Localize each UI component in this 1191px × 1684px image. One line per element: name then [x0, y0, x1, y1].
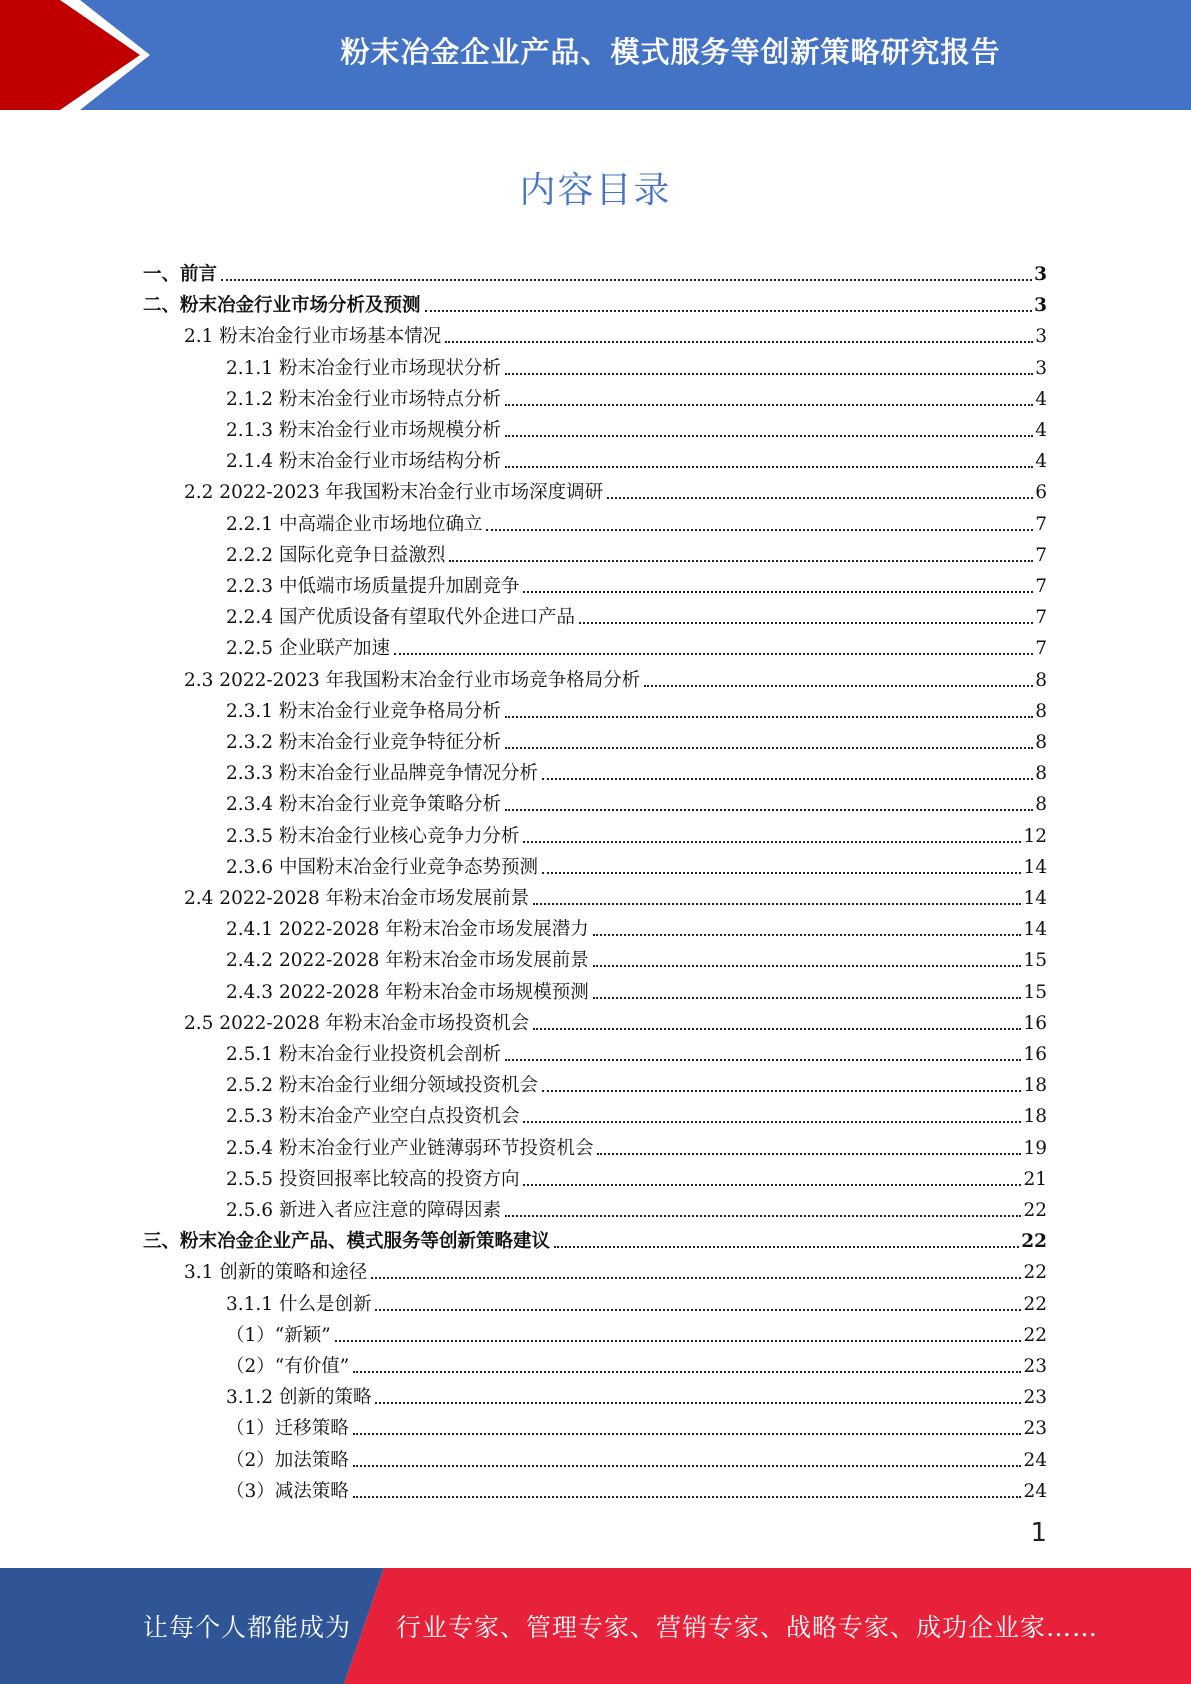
toc-entry-page: 7 [1035, 544, 1047, 566]
toc-entry-title: 2.2 2022-2023 年我国粉末冶金行业市场深度调研 [184, 482, 604, 504]
toc-dot-leader [533, 903, 1021, 905]
toc-entry-title: 3.1 创新的策略和途径 [184, 1262, 368, 1284]
toc-entry-title: 2.4 2022-2028 年粉末冶金市场发展前景 [184, 888, 530, 909]
toc-dot-leader [542, 872, 1021, 874]
toc-dot-leader [542, 778, 1033, 780]
toc-entry-title: 2.5 2022-2028 年粉末冶金市场投资机会 [184, 1012, 530, 1034]
toc-dot-leader [579, 622, 1033, 624]
toc-entry-title: 2.1.2 粉末冶金行业市场特点分析 [226, 388, 501, 410]
toc-entry-page: 3 [1035, 357, 1047, 379]
toc-entry[interactable] [226, 350, 1047, 381]
toc-entry-page: 24 [1023, 1480, 1047, 1502]
toc-entry-page: 16 [1023, 1044, 1047, 1065]
toc-dot-leader [593, 934, 1022, 936]
toc-entry[interactable] [226, 1379, 1047, 1410]
toc-entry[interactable] [226, 506, 1047, 537]
toc-entry[interactable] [226, 1348, 1047, 1379]
toc-entry[interactable] [143, 1223, 1047, 1254]
toc-dot-leader [353, 1433, 1022, 1435]
toc-entry[interactable] [184, 1254, 1047, 1285]
toc-entry[interactable] [226, 1067, 1047, 1098]
toc-entry[interactable] [226, 1130, 1047, 1161]
toc-dot-leader [523, 841, 1021, 843]
toc-entry[interactable] [226, 974, 1047, 1005]
toc-entry[interactable] [184, 880, 1047, 911]
toc-entry[interactable] [226, 786, 1047, 817]
toc-entry-page: 15 [1023, 950, 1047, 972]
toc-entry-title: 2.4.3 2022-2028 年粉末冶金市场规模预测 [226, 981, 589, 1003]
toc-dot-leader [335, 1340, 1022, 1342]
toc-entry[interactable] [226, 630, 1047, 661]
toc-entry[interactable] [226, 1192, 1047, 1223]
toc-dot-leader [554, 1246, 1019, 1248]
header-arrow-graphic [0, 0, 160, 110]
page-number: 1 [1030, 1518, 1047, 1548]
toc-entry-page: 22 [1023, 1324, 1047, 1346]
toc-dot-leader [533, 1028, 1021, 1030]
toc-entry-title: 2.2.2 国际化竞争日益激烈 [226, 544, 446, 566]
toc-entry[interactable] [226, 911, 1047, 942]
toc-dot-leader [505, 716, 1033, 718]
toc-heading: 内容目录 [519, 170, 672, 211]
toc-dot-leader [505, 747, 1033, 749]
footer-slogan-left: 让每个人都能成为 [143, 1613, 352, 1642]
toc-dot-leader [523, 591, 1033, 593]
toc-dot-leader [371, 1277, 1021, 1279]
toc-entry[interactable] [184, 474, 1047, 505]
toc-entry-title: 2.2.1 中高端企业市场地位确立 [226, 513, 483, 535]
toc-entry-page: 8 [1035, 700, 1047, 722]
toc-dot-leader [353, 1496, 1022, 1498]
toc-entry-page: 4 [1035, 451, 1047, 473]
toc-entry-page: 14 [1023, 888, 1047, 909]
header-band [0, 0, 1191, 110]
toc-dot-leader [542, 1090, 1021, 1092]
footer-band [0, 1568, 1191, 1684]
toc-entry-page: 21 [1023, 1168, 1047, 1190]
toc-dot-leader [593, 965, 1022, 967]
toc-entry-page: 23 [1023, 1418, 1047, 1440]
toc-entry[interactable] [226, 755, 1047, 786]
toc-entry-page: 18 [1023, 1075, 1047, 1097]
toc-entry-title: 2.1.4 粉末冶金行业市场结构分析 [226, 451, 501, 473]
toc-dot-leader [394, 653, 1033, 655]
toc-entry-title: 2.3.1 粉末冶金行业竞争格局分析 [226, 700, 501, 722]
toc-entry-page: 8 [1035, 794, 1047, 816]
toc-entry[interactable] [226, 693, 1047, 724]
toc-entry[interactable] [226, 1098, 1047, 1129]
toc-entry-title: （1）迁移策略 [226, 1418, 349, 1440]
toc-entry-page: 7 [1035, 607, 1047, 629]
toc-entry-title: 2.5.3 粉末冶金产业空白点投资机会 [226, 1106, 520, 1128]
toc-entry-page: 4 [1035, 388, 1047, 410]
toc-dot-leader [644, 685, 1033, 687]
toc-entry-title: 2.2.5 企业联产加速 [226, 638, 390, 660]
toc-entry[interactable] [226, 1286, 1047, 1317]
toc-entry-title: 2.3.2 粉末冶金行业竞争特征分析 [226, 732, 501, 753]
toc-entry[interactable] [226, 1161, 1047, 1192]
toc-dot-leader [486, 529, 1033, 531]
toc-entry[interactable] [226, 443, 1047, 474]
toc-dot-leader [353, 1465, 1022, 1467]
toc-entry[interactable] [226, 942, 1047, 973]
toc-entry[interactable] [226, 1410, 1047, 1441]
toc-entry-title: 2.1.1 粉末冶金行业市场现状分析 [226, 357, 501, 379]
toc-entry[interactable] [184, 1005, 1047, 1036]
toc-entry-page: 22 [1023, 1293, 1047, 1315]
toc-dot-leader [505, 809, 1033, 811]
toc-entry-title: 2.5.1 粉末冶金行业投资机会剖析 [226, 1044, 501, 1065]
report-title: 粉末冶金企业产品、模式服务等创新策略研究报告 [340, 34, 1001, 69]
toc-entry-page: 3 [1034, 264, 1047, 285]
toc-entry-page: 15 [1023, 981, 1047, 1003]
toc-entry-title: 2.5.5 投资回报率比较高的投资方向 [226, 1168, 520, 1190]
toc-entry-page: 7 [1035, 638, 1047, 660]
toc-entry-page: 4 [1035, 420, 1047, 441]
toc-entry-page: 24 [1023, 1449, 1047, 1471]
toc-entry-page: 22 [1023, 1262, 1047, 1284]
toc-entry[interactable] [226, 818, 1047, 849]
toc-entry-title: 2.3.5 粉末冶金行业核心竞争力分析 [226, 825, 520, 847]
toc-entry[interactable] [226, 1442, 1047, 1473]
toc-entry-title: 2.4.2 2022-2028 年粉末冶金市场发展前景 [226, 950, 589, 972]
toc-entry-page: 7 [1035, 576, 1047, 597]
toc-entry-page: 3 [1035, 326, 1047, 348]
toc-entry[interactable] [143, 287, 1047, 318]
toc-entry[interactable] [226, 537, 1047, 568]
toc-entry[interactable] [143, 256, 1047, 287]
toc-dot-leader [505, 373, 1033, 375]
toc-entry-title: 3.1.2 创新的策略 [226, 1387, 372, 1409]
toc-entry-title: 2.5.4 粉末冶金行业产业链薄弱环节投资机会 [226, 1137, 594, 1159]
toc-dot-leader [505, 1215, 1021, 1217]
toc-entry-title: 二、粉末冶金行业市场分析及预测 [143, 295, 421, 317]
toc-entry-title: 2.3.4 粉末冶金行业竞争策略分析 [226, 794, 501, 816]
toc-entry[interactable] [226, 568, 1047, 599]
toc-entry-title: 三、粉末冶金企业产品、模式服务等创新策略建议 [143, 1231, 551, 1253]
toc-entry-title: （3）减法策略 [226, 1480, 349, 1502]
toc-entry-page: 7 [1035, 513, 1047, 535]
toc-entry[interactable] [226, 724, 1047, 755]
toc-dot-leader [221, 279, 1032, 281]
toc-entry-title: 2.3 2022-2023 年我国粉末冶金行业市场竞争格局分析 [184, 669, 641, 691]
toc-entry[interactable] [184, 318, 1047, 349]
toc-entry-title: 2.3.3 粉末冶金行业品牌竞争情况分析 [226, 763, 538, 785]
toc-dot-leader [593, 997, 1022, 999]
toc-entry-page: 8 [1035, 669, 1047, 691]
toc-entry-title: 2.1.3 粉末冶金行业市场规模分析 [226, 420, 501, 441]
toc-entry[interactable] [226, 1317, 1047, 1348]
toc-entry-title: 2.2.3 中低端市场质量提升加剧竞争 [226, 576, 520, 597]
toc-entry-page: 12 [1023, 825, 1047, 847]
toc-entry-page: 19 [1023, 1137, 1047, 1159]
toc-entry-page: 14 [1023, 856, 1047, 878]
toc-entry-title: 3.1.1 什么是创新 [226, 1293, 372, 1315]
toc-entry[interactable] [226, 1473, 1047, 1504]
toc-entry-title: 2.2.4 国产优质设备有望取代外企进口产品 [226, 607, 575, 629]
toc-entry-title: （2）加法策略 [226, 1449, 349, 1471]
toc-entry-title: 2.5.6 新进入者应注意的障碍因素 [226, 1200, 501, 1221]
toc-dot-leader [375, 1402, 1021, 1404]
toc-entry[interactable] [226, 412, 1047, 443]
toc-dot-leader [523, 1184, 1021, 1186]
toc-entry-page: 16 [1023, 1012, 1047, 1034]
toc-dot-leader [445, 341, 1033, 343]
toc-entry[interactable] [226, 381, 1047, 412]
toc-entry-title: （1）“新颖” [226, 1324, 331, 1346]
toc-dot-leader [449, 560, 1033, 562]
toc-dot-leader [505, 404, 1033, 406]
toc-entry[interactable] [226, 1036, 1047, 1067]
toc-entry-page: 22 [1023, 1200, 1047, 1221]
toc-entry-title: 2.5.2 粉末冶金行业细分领域投资机会 [226, 1075, 538, 1097]
toc-dot-leader [597, 1153, 1021, 1155]
toc-entry-page: 8 [1035, 732, 1047, 753]
toc-entry-page: 14 [1023, 919, 1047, 941]
toc-entry-page: 8 [1035, 763, 1047, 785]
toc-entry[interactable] [184, 662, 1047, 693]
toc-entry-page: 3 [1034, 295, 1047, 317]
toc-entry-page: 18 [1023, 1106, 1047, 1128]
toc-entry-page: 23 [1023, 1387, 1047, 1409]
toc-entry-page: 23 [1023, 1356, 1047, 1377]
toc-entry-page: 6 [1035, 482, 1047, 504]
toc-dot-leader [375, 1309, 1021, 1311]
toc-dot-leader [425, 310, 1033, 312]
toc-dot-leader [505, 1059, 1021, 1061]
toc-dot-leader [505, 466, 1033, 468]
toc-dot-leader [505, 435, 1033, 437]
toc-entry-title: 一、前言 [143, 264, 218, 285]
toc-entry-page: 22 [1021, 1231, 1047, 1253]
toc-dot-leader [523, 1121, 1021, 1123]
toc-entry-title: 2.1 粉末冶金行业市场基本情况 [184, 326, 442, 348]
toc-entry-title: 2.3.6 中国粉末冶金行业竞争态势预测 [226, 856, 538, 878]
footer-slogan-right: 行业专家、管理专家、营销专家、战略专家、成功企业家…… [396, 1613, 1099, 1642]
toc-entry[interactable] [226, 849, 1047, 880]
toc-entry-title: （2）“有价值” [226, 1356, 350, 1377]
toc-dot-leader [607, 497, 1033, 499]
toc-entry-title: 2.4.1 2022-2028 年粉末冶金市场发展潜力 [226, 919, 589, 941]
toc-entry[interactable] [226, 599, 1047, 630]
toc-dot-leader [353, 1371, 1021, 1373]
